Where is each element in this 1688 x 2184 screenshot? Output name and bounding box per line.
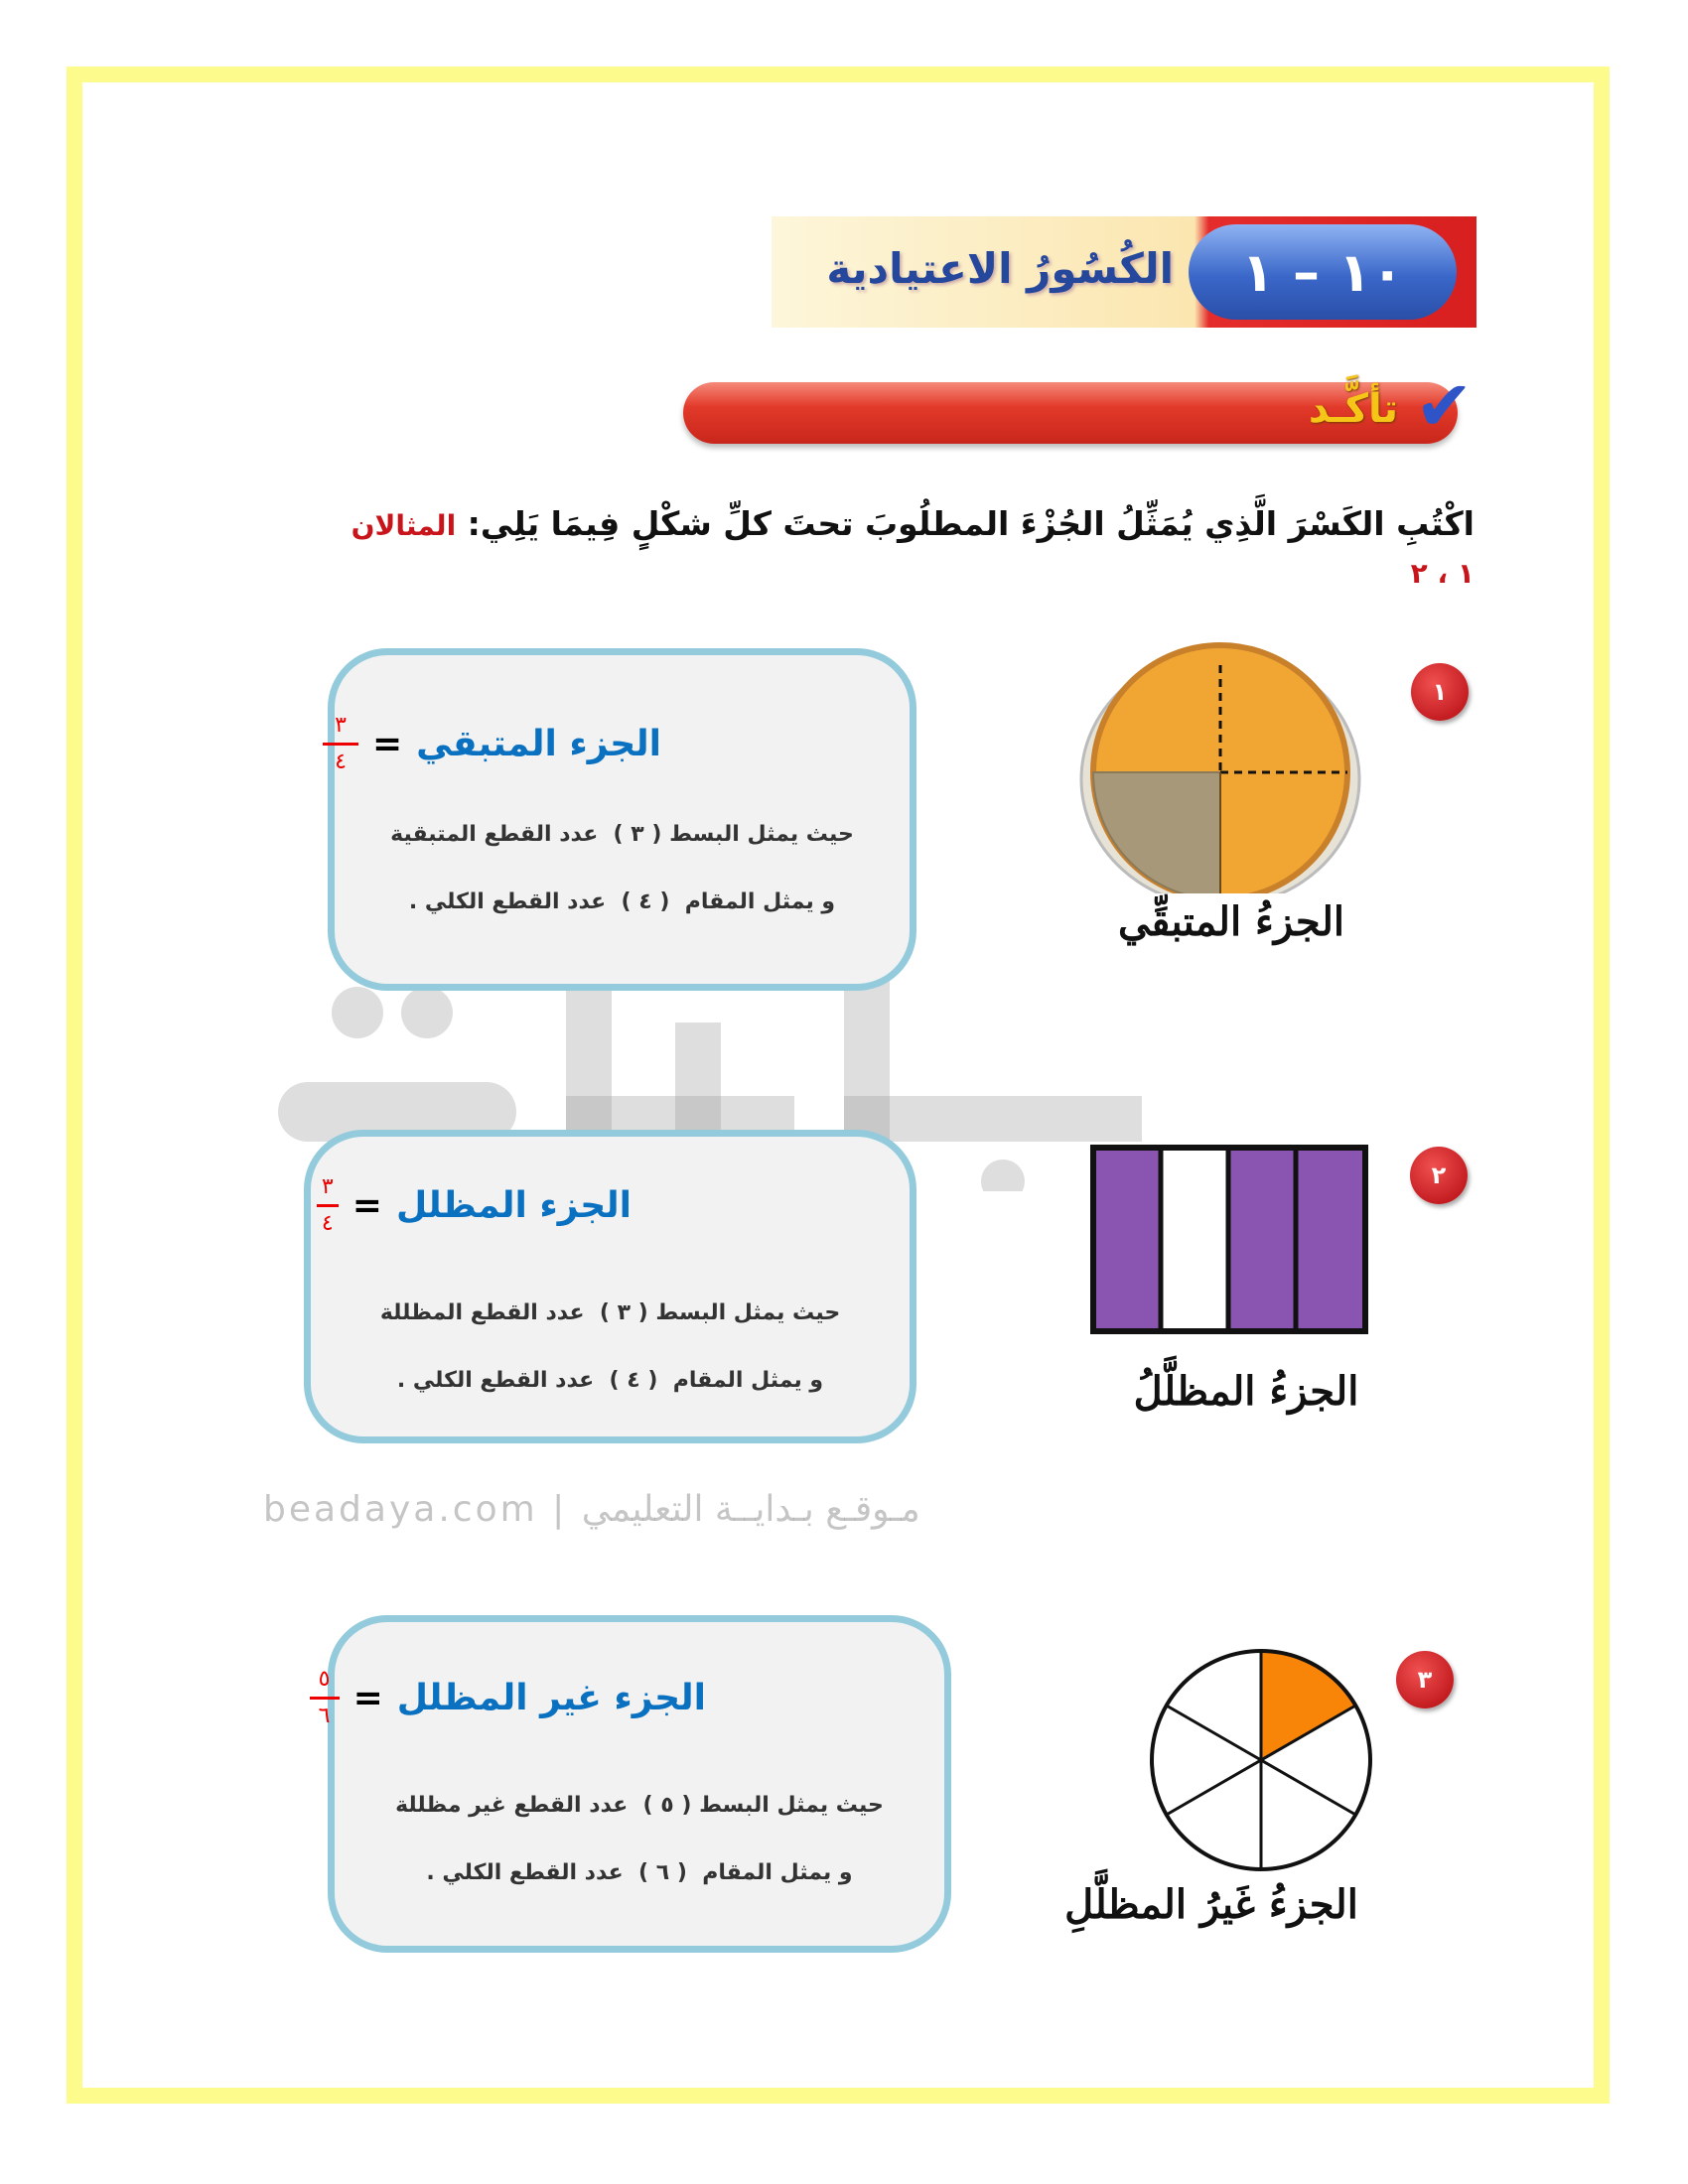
exercise-number-3: ٣ bbox=[1396, 1651, 1454, 1708]
instruction-reference: المثالان ١ ، ٢ bbox=[351, 509, 1475, 590]
explanation-line-1: حيث يمثل البسط ( ٥ ) عدد القطع غير مظللة bbox=[395, 1793, 884, 1818]
answer-box-3 bbox=[318, 1615, 951, 1953]
section-bar bbox=[683, 382, 1458, 444]
fraction bbox=[317, 1174, 339, 1237]
explanation-line-2: و يمثل المقام ( ٦ ) عدد القطع الكلي . bbox=[426, 1860, 853, 1885]
section-label: تأكَّـد bbox=[1308, 386, 1398, 432]
instruction bbox=[328, 501, 1475, 597]
explanation-line-1: حيث يمثل البسط ( ٣ ) عدد القطع المظللة bbox=[379, 1300, 841, 1325]
answer-title: الجزء المظلل bbox=[395, 1185, 632, 1226]
numerator: ٣ bbox=[335, 713, 347, 738]
shaded-strip bbox=[1228, 1148, 1296, 1331]
exercise-number-1: ١ bbox=[1411, 663, 1469, 721]
equals-sign: = bbox=[352, 1678, 383, 1718]
watermark-text: beadaya.com | مـوقـع بـدايــة التعليمي bbox=[263, 1489, 920, 1530]
circle-figure bbox=[1147, 1646, 1375, 1874]
answer-heading bbox=[310, 1667, 706, 1729]
exercise-number-2: ٢ bbox=[1410, 1147, 1468, 1204]
shaded-sector bbox=[1261, 1651, 1355, 1760]
denominator: ٤ bbox=[335, 750, 347, 774]
equals-sign: = bbox=[352, 1185, 382, 1226]
fraction bbox=[310, 1667, 340, 1729]
numerator: ٣ bbox=[321, 1174, 334, 1199]
lesson-number: ١٠ – ١ bbox=[1189, 224, 1457, 320]
denominator: ٦ bbox=[318, 1704, 331, 1728]
checkmark-icon: ✔ bbox=[1415, 365, 1474, 447]
explanation-line-2: و يمثل المقام ( ٤ ) عدد القطع الكلي . bbox=[396, 1368, 824, 1393]
shaded-strip bbox=[1093, 1148, 1161, 1331]
lesson-banner bbox=[772, 216, 1477, 328]
answer-heading bbox=[317, 1174, 632, 1237]
equals-sign: = bbox=[371, 724, 403, 764]
fraction bbox=[323, 713, 358, 775]
instruction-text: اكْتُبِ الكَسْرَ الَّذِي يُمَثِّلُ الجُزْءَ المطلُوبَ تحتَ كلِّ شكْلٍ فِيمَا يَلِي: bbox=[467, 504, 1475, 543]
lesson-title: الكُسُورُ الاعتيادية bbox=[826, 244, 1174, 293]
unshaded-strip bbox=[1161, 1148, 1228, 1331]
shaded-strip bbox=[1296, 1148, 1365, 1331]
figure-label-1: الجزءُ المتبقِّي bbox=[1117, 898, 1345, 945]
pie-figure bbox=[1077, 635, 1365, 893]
answer-box-2 bbox=[304, 1130, 916, 1443]
answer-title: الجزء المتبقي bbox=[416, 724, 661, 764]
numerator: ٥ bbox=[318, 1667, 331, 1692]
answer-box-1 bbox=[328, 648, 916, 991]
figure-label-2: الجزءُ المظلَّلُ bbox=[1133, 1368, 1359, 1415]
figure-label-3: الجزءُ غَيرُ المظلَّلِ bbox=[1064, 1881, 1358, 1928]
explanation-line-2: و يمثل المقام ( ٤ ) عدد القطع الكلي . bbox=[408, 889, 836, 914]
answer-title: الجزء غير المظلل bbox=[396, 1678, 706, 1718]
rectangle-figure bbox=[1090, 1145, 1370, 1335]
explanation-line-1: حيث يمثل البسط ( ٣ ) عدد القطع المتبقية bbox=[390, 822, 854, 847]
answer-heading bbox=[323, 713, 661, 775]
denominator: ٤ bbox=[321, 1211, 334, 1236]
removed-piece bbox=[1093, 772, 1220, 893]
